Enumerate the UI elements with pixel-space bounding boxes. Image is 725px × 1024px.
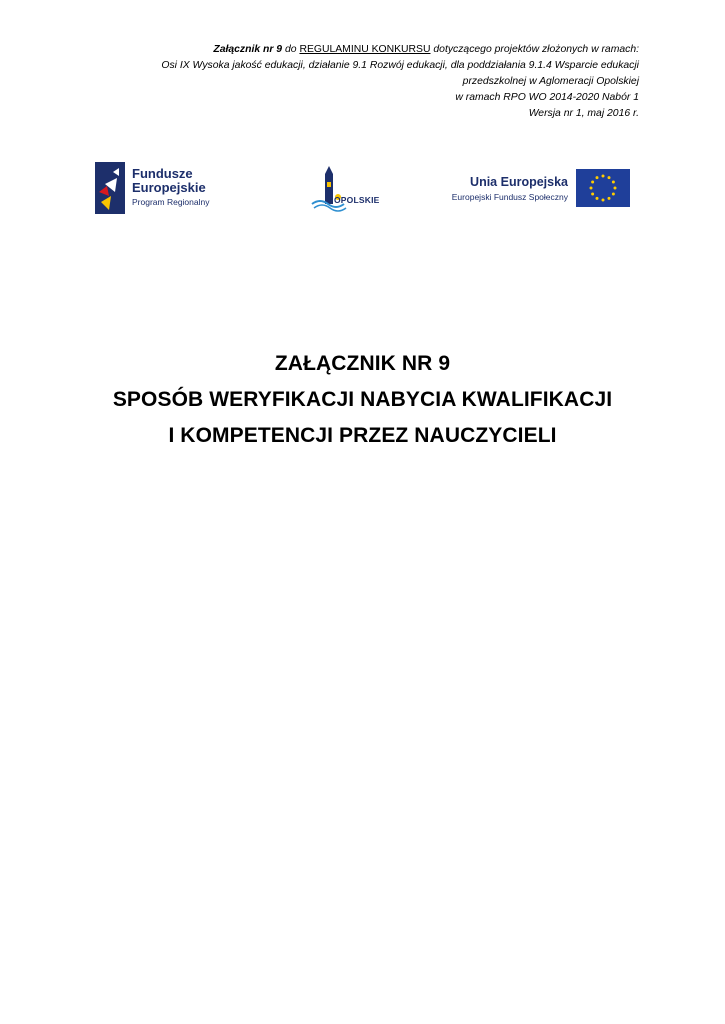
eu-star-icon (602, 175, 605, 178)
header-do: do (282, 44, 300, 55)
fe-line-2: Europejskie (132, 180, 206, 195)
header-line-2: Osi IX Wysoka jakość edukacji, działanie 9.1 Rozwój edukacji, dla poddziałania 9.1.4 Wsparcie edukacji (161, 60, 639, 71)
unia-europejska-text (452, 174, 568, 204)
eu-star-icon (612, 181, 615, 184)
eu-star-icon (596, 176, 599, 179)
header-line-3: przedszkolnej w Aglomeracji Opolskiej (462, 76, 639, 87)
fe-line-3: Program Regionalny (132, 197, 210, 207)
eu-star-icon (596, 197, 599, 200)
header-line-4: w ramach RPO WO 2014-2020 Nabór 1 (455, 92, 639, 103)
title-line-3: I KOMPETENCJI PRZEZ NAUCZYCIELI (168, 424, 557, 447)
document-title (0, 346, 725, 454)
fe-line-1: Fundusze (132, 166, 193, 181)
header-line-1-rest: dotyczącego projektów złożonych w ramach: (430, 44, 639, 55)
opolskie-text: OPOLSKIE (334, 195, 380, 205)
logo-bar (0, 160, 725, 220)
title-line-1: ZAŁĄCZNIK NR 9 (274, 352, 451, 375)
fundusze-europejskie-text (132, 167, 209, 209)
regulamin-link: REGULAMINU KONKURSU (299, 44, 431, 55)
eu-star-icon (590, 187, 593, 190)
eu-star-icon (608, 176, 611, 179)
unia-europejska-logo (445, 168, 630, 212)
fundusze-europejskie-mark-icon (95, 162, 125, 214)
header-note (79, 42, 639, 122)
ue-line-2: Europejski Fundusz Społeczny (451, 192, 568, 202)
eu-flag-icon (576, 169, 630, 207)
header-line-5: Wersja nr 1, maj 2016 r. (528, 108, 639, 119)
eu-star-icon (602, 199, 605, 202)
eu-star-icon (591, 181, 594, 184)
header-line-1 (79, 42, 639, 58)
fundusze-europejskie-logo (95, 162, 225, 214)
eu-star-icon (612, 193, 615, 196)
title-line-2: SPOSÓB WERYFIKACJI NABYCIA KWALIFIKACJI (112, 388, 613, 411)
eu-star-icon (614, 187, 617, 190)
opolskie-tower-icon (310, 164, 390, 214)
eu-star-icon (591, 193, 594, 196)
eu-star-icon (608, 197, 611, 200)
ue-line-1: Unia Europejska (470, 175, 568, 189)
opolskie-logo (310, 164, 390, 214)
attachment-label: Załącznik nr 9 (213, 44, 283, 55)
